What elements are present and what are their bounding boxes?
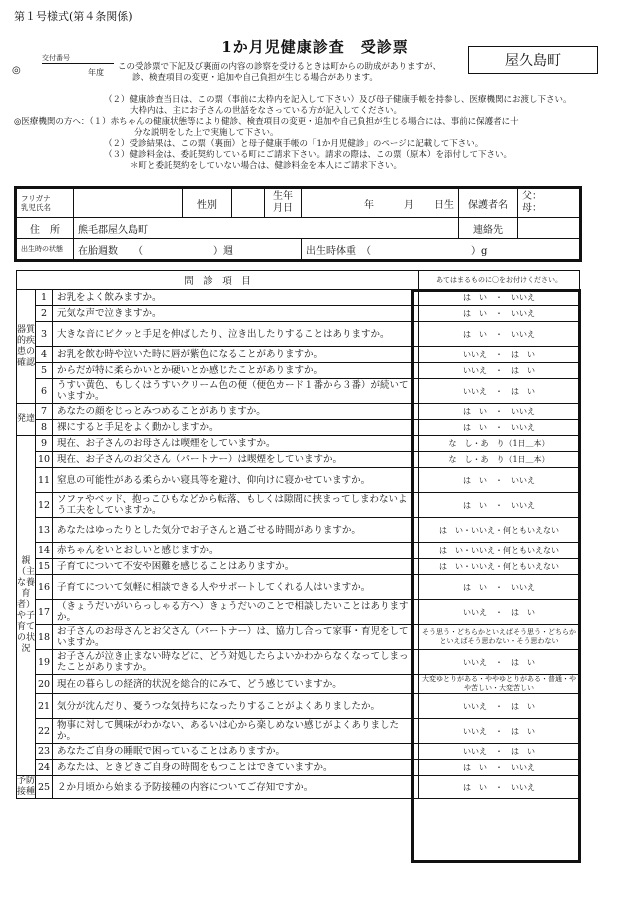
question-text: お乳をよく飲みますか。 [53,290,419,306]
address-field[interactable]: 熊毛郡屋久島町 [74,218,459,239]
question-number: 13 [36,518,53,543]
answer-options[interactable]: は い ・ いいえ [419,760,580,776]
town-box [468,46,598,74]
answer-options[interactable]: は い・いいえ・何ともいえない [419,543,580,559]
question-text: 子育てについて不安や困難を感じることはありますか。 [53,559,419,575]
question-number: 18 [36,625,53,650]
question-row [17,363,580,379]
ticket-label: 交付番号 [42,53,114,64]
answer-options[interactable]: は い ・ いいえ [419,290,580,306]
question-text: 物事に対して興味がわかない、あるいは心から楽しめない感じがよくありましたか。 [53,719,419,744]
question-row [17,290,580,306]
question-number: 20 [36,675,53,694]
guardian-label: 保護者名 [459,188,518,218]
answer-options[interactable]: は い・いいえ・何ともいえない [419,559,580,575]
question-row [17,379,580,404]
question-text: お乳を飲む時や泣いた時に唇が紫色になることがありますか。 [53,347,419,363]
item-header: 問 診 項 目 [17,271,419,290]
double-circle-icon: ◎ [12,65,21,76]
question-text: あなたご自身の睡眠で困っていることはありますか。 [53,744,419,760]
answer-options[interactable]: は い ・ いいえ [419,404,580,420]
question-row [17,600,580,625]
answer-options[interactable]: いいえ ・ は い [419,363,580,379]
question-number: 15 [36,559,53,575]
intro-line: この受診票で下記及び裏面の内容の診察を受けるときは町からの助成がありますが、 [118,62,442,72]
question-row [17,420,580,436]
answer-options[interactable]: いいえ ・ は い [419,379,580,404]
question-number: 21 [36,694,53,719]
question-number: 12 [36,493,53,518]
note-line: ＊町と委託契約をしていない場合は、健診料金を本人にご請求下さい。 [130,161,403,171]
question-number: 7 [36,404,53,420]
note-line: （２）受診結果は、この票（裏面）と母子健康手帳の「1か月児健診」のページに記載して下さい。 [104,139,484,149]
answer-options[interactable]: 大変ゆとりがある・ややゆとりがある・普通・やや苦しい・大変苦しい [419,675,580,694]
answer-options[interactable]: いいえ ・ は い [419,347,580,363]
question-number: 4 [36,347,53,363]
answer-options[interactable]: は い ・ いいえ [419,420,580,436]
child-name-label: フリガナ 乳児氏名 [16,188,74,218]
child-name-field[interactable] [74,188,183,218]
question-row [17,306,580,322]
answer-options[interactable]: は い ・ いいえ [419,322,580,347]
question-text: 大きな音にビクッと手足を伸ばしたり、泣き出したりすることはありますか。 [53,322,419,347]
answer-options[interactable]: な し・あ り（1日＿本） [419,436,580,452]
question-row [17,760,580,776]
question-text: 元気な声で泣きますか。 [53,306,419,322]
question-text: 現在、お子さんのお母さんは喫煙をしていますか。 [53,436,419,452]
sex-field[interactable] [232,188,265,218]
question-row [17,694,580,719]
question-text: あなたの顔をじっとみつめることがありますか。 [53,404,419,420]
question-row [17,404,580,420]
page-title: 1か月児健康診査 受診票 [221,38,409,56]
note-line: ◎医療機関の方へ：（１）赤ちゃんの健康状態等により健診、検査項目の変更・追加や自己負担が生じる場合には、事前に保護者に十 [14,117,519,127]
answer-options[interactable]: は い ・ いいえ [419,776,580,799]
question-row [17,719,580,744]
answer-options[interactable]: いいえ ・ は い [419,694,580,719]
category-label: 予防接種 [17,776,36,797]
question-row [17,518,580,543]
question-row [17,625,580,650]
question-number: 5 [36,363,53,379]
ticket-number [12,54,112,87]
question-text: 子育てについて気軽に相談できる人やサポートしてくれる人はいますか。 [53,575,419,600]
answer-options[interactable]: そう思う・どちらかといえばそう思う・どちらかといえばそう思わない・そう思わない [419,625,580,650]
answer-options[interactable]: いいえ ・ は い [419,719,580,744]
question-number: 17 [36,600,53,625]
gestation-field[interactable]: 在胎週数 （ ）週 [74,239,302,261]
question-row [17,347,580,363]
notes [14,95,614,172]
question-text: うすい黄色、もしくはうすいクリーム色の便（便色カード１番から３番）が続いていますか。 [53,379,419,404]
answer-options[interactable]: いいえ ・ は い [419,744,580,760]
question-number: 2 [36,306,53,322]
child-info-table [14,186,582,262]
note-line: （３）健診料金は、委託契約している町にご請求下さい。請求の際は、この票（原本）を添付して下さい。 [104,150,513,160]
contact-label: 連絡先 [459,218,518,239]
town-name: 屋久島町 [505,53,561,69]
question-text: 現在、お子さんのお父さん（パートナー）は喫煙をしていますか。 [53,452,419,468]
question-row [17,436,580,452]
question-row [17,559,580,575]
question-text: 裸にすると手足をよく動かしますか。 [53,420,419,436]
question-row [17,575,580,600]
contact-field[interactable] [518,218,581,239]
sex-label: 性別 [183,188,232,218]
question-text: あなたはゆったりとした気分でお子さんと過ごせる時間がありますか。 [53,518,419,543]
question-number: 19 [36,650,53,675]
question-text: 赤ちゃんをいとおしいと感じますか。 [53,543,419,559]
question-number: 22 [36,719,53,744]
question-number: 9 [36,436,53,452]
category-label: 発達 [17,404,36,436]
question-text: ２か月頃から始まる予防接種の内容についてご存知ですか。 [53,776,419,799]
form-number: 第１号様式(第４条関係) [14,10,133,23]
answer-options[interactable]: は い ・ いいえ [419,575,580,600]
question-row [17,675,580,694]
question-text: お子さんのお母さんとお父さん（パートナー）は、協力し合って家事・育児をしていますか。 [53,625,419,650]
question-text: からだが特に柔らかいとか硬いとか感じたことがありますか。 [53,363,419,379]
answer-options[interactable]: は い ・ いいえ [419,493,580,518]
answer-options[interactable]: は い・いいえ・何ともいえない [419,518,580,543]
address-label: 住 所 [16,218,74,239]
note-line: 分な説明をした上で実施して下さい。 [134,128,279,138]
intro-line: 診、検査項目の変更・追加や自己負担が生じる場合があります。 [132,73,378,83]
question-number: 3 [36,322,53,347]
category-label: 親（主な養育者）や子育ての状況 [17,436,36,776]
answer-options[interactable]: は い ・ いいえ [419,306,580,322]
answer-options[interactable]: いいえ ・ は い [419,600,580,625]
question-row [17,493,580,518]
question-row [17,650,580,675]
answer-options[interactable]: な し・あ り（1日＿本） [419,452,580,468]
question-text: 窒息の可能性がある柔らかい寝具等を避け、仰向けに寝かせていますか。 [53,468,419,493]
answer-options[interactable]: いいえ ・ は い [419,650,580,675]
question-text: 気分が沈んだり、憂うつな気持ちになったりすることがよくありましたか。 [53,694,419,719]
guardian-field[interactable]: 父： 母： [518,188,581,218]
question-row [17,543,580,559]
answer-header: あてはまるものに〇をお付けください。 [419,271,580,290]
question-row [17,744,580,760]
answer-options[interactable]: は い ・ いいえ [419,468,580,493]
question-number: 14 [36,543,53,559]
year-label: 年度 [88,68,104,77]
question-number: 24 [36,760,53,776]
questionnaire-table [16,270,580,799]
question-number: 11 [36,468,53,493]
question-number: 16 [36,575,53,600]
question-number: 10 [36,452,53,468]
question-number: 8 [36,420,53,436]
question-text: ソファやベッド、抱っこひもなどから転落、もしくは隙間に挟まってしまわないよう工夫をしていますか。 [53,493,419,518]
question-text: （きょうだいがいらっしゃる方へ）きょうだいのことで相談したいことはありますか。 [53,600,419,625]
question-text: あなたは、ときどきご自身の時間をもつことはできていますか。 [53,760,419,776]
intro-text [118,62,468,84]
birth-status-label: 出生時の状態 [16,239,74,261]
question-text: 現在の暮らしの経済的状況を総合的にみて、どう感じていますか。 [53,675,419,694]
question-row [17,322,580,347]
question-row [17,776,580,799]
birth-date-field[interactable]: 年 月 日生 [302,188,459,218]
question-text: お子さんが泣き止まない時などに、どう対処したらよいかわからなくなってしまったことがありますか。 [53,650,419,675]
birth-weight-field[interactable]: 出生時体重 （ ）g [302,239,581,261]
category-label: 器質的疾患の確認 [17,290,36,404]
question-number: 25 [36,776,53,799]
question-number: 23 [36,744,53,760]
birth-label: 生年月日 [265,188,302,218]
question-row [17,468,580,493]
question-number: 6 [36,379,53,404]
question-row [17,452,580,468]
question-number: 1 [36,290,53,306]
note-line: （２）健康診査当日は、この票（事前に太枠内を記入して下さい）及び母子健康手帳を持参し、医療機関にお渡し下さい。 [104,95,572,105]
note-line: 大枠内は、主にお子さんの世話をなさっている方が記入してください。 [130,106,403,116]
